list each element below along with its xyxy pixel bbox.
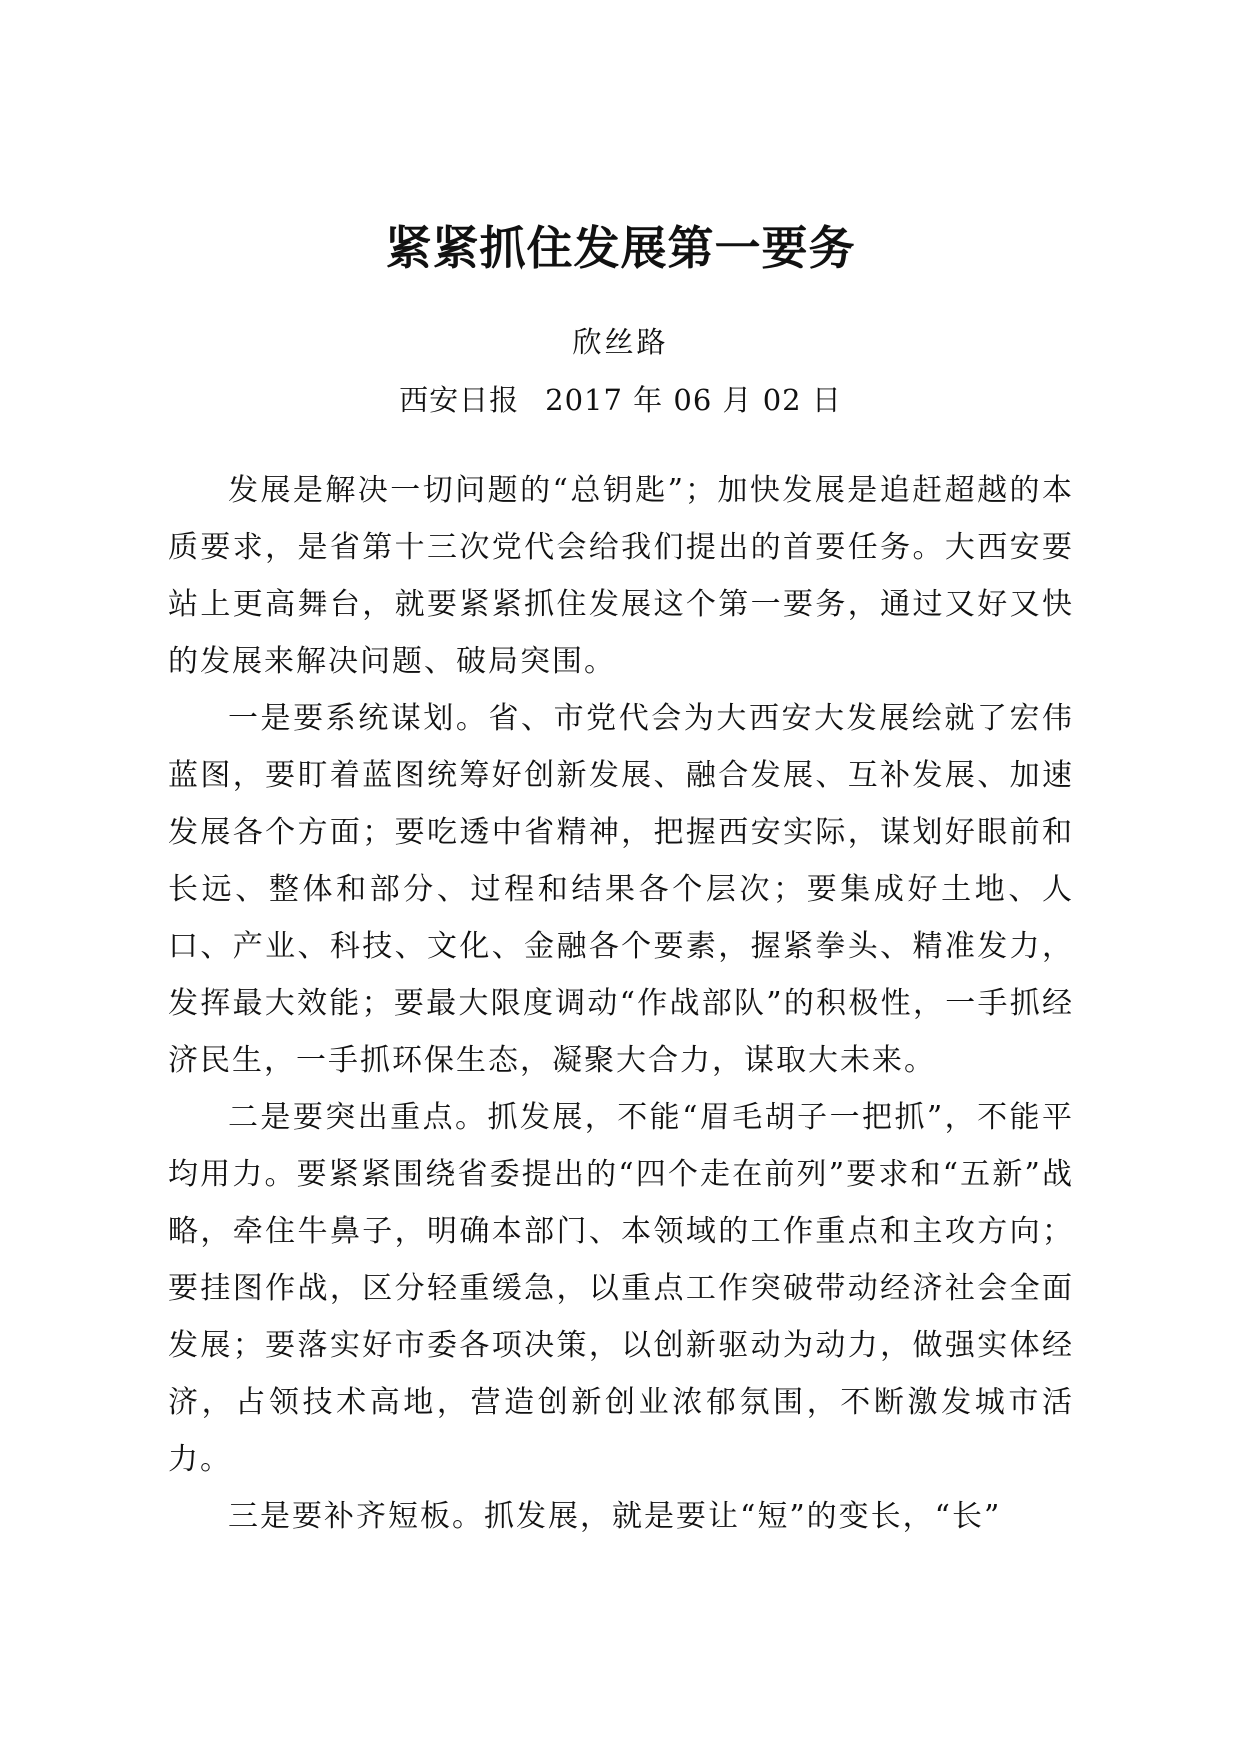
publication-date: 2017 年 06 月 02 日 bbox=[545, 383, 842, 417]
article-source-line bbox=[0, 380, 1241, 420]
article-author: 欣丝路 bbox=[572, 325, 669, 359]
paragraph-point-two: 二是要突出重点。抓发展，不能“眉毛胡子一把抓”，不能平均用力。要紧紧围绕省委提出的“四个走在前列”要求和“五新”战略，牵住牛鼻子，明确本部门、本领域的工作重点和主攻方向；要挂图作战，区分轻重缓急，以重点工作突破带动经济社会全面发展；要落实好市委各项决策，以创新驱动为动力，做强实体经济，占领技术高地，营造创新创业浓郁氛围，不断激发城市活力。 bbox=[168, 1100, 1074, 1477]
article-body bbox=[168, 462, 1074, 1545]
paragraph-point-one: 一是要系统谋划。省、市党代会为大西安大发展绘就了宏伟蓝图，要盯着蓝图统筹好创新发展、融合发展、互补发展、加速发展各个方面；要吃透中省精神，把握西安实际，谋划好眼前和长远、整体和部分、过程和结果各个层次；要集成好土地、人口、产业、科技、文化、金融各个要素，握紧拳头、精准发力，发挥最大效能；要最大限度调动“作战部队”的积极性，一手抓经济民生，一手抓环保生态，凝聚大合力，谋取大未来。 bbox=[168, 701, 1074, 1078]
paragraph-intro: 发展是解决一切问题的“总钥匙”；加快发展是追赶超越的本质要求，是省第十三次党代会给我们提出的首要任务。大西安要站上更高舞台，就要紧紧抓住发展这个第一要务，通过又好又快的发展来解决问题、破局突围。 bbox=[168, 473, 1074, 679]
paragraph-point-three: 三是要补齐短板。抓发展，就是要让“短”的变长，“长” bbox=[228, 1499, 1002, 1534]
article-title: 紧紧抓住发展第一要务 bbox=[385, 221, 856, 275]
publication-name: 西安日报 bbox=[399, 383, 520, 417]
